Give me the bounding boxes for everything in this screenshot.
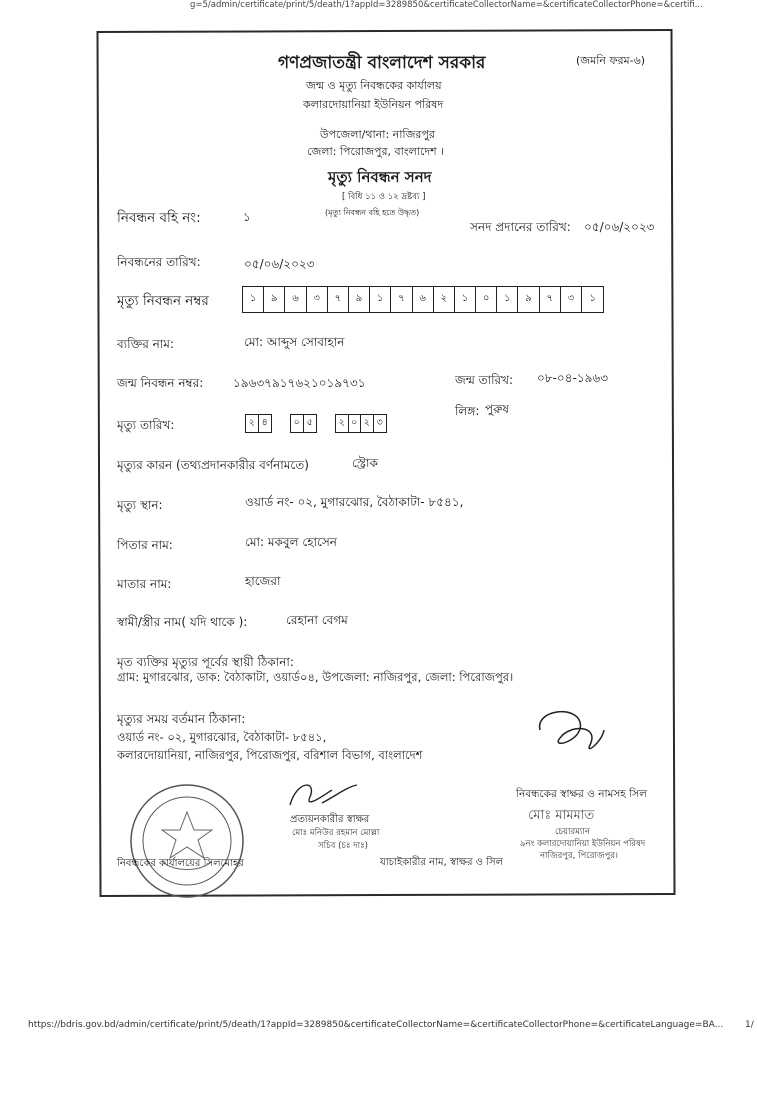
registrar-stamp-union: ৯নং কলারদোয়ানিয়া ইউনিয়ন পরিষদ [520,839,646,849]
spouse-label: স্বামী/স্ত্রীর নাম( যদি থাকে ): [117,615,248,629]
reg-no-digit: ৩ [561,287,582,312]
death-date-digit: ২ [336,415,349,432]
death-date-day-box [245,414,272,433]
cause-label: মৃত্যুর কারন (তথ্যপ্রদানকারীর বর্ণনামতে) [117,458,309,472]
curr-addr-line1: ওয়ার্ড নং- ০২, মুগারঝোর, বৈঠাকাটা- ৮৫৪১, [117,730,327,744]
mother-label: মাতার নাম: [117,577,172,591]
reg-no-digit: ৯ [349,287,370,312]
issue-date-value: ০৫/০৬/২০২৩ [584,220,655,234]
death-date-label: মৃত্যু তারিখ: [117,418,175,432]
form-number: (জমনি ফরম-৬) [576,54,646,67]
perm-addr-value: গ্রাম: মুগারঝোর, ডাক: বৈঠাকাটা, ওয়ার্ড০৪, উপজেলা: নাজিরপুর, জেলা: পিরোজপুর। [117,670,514,684]
union-name: কলারদোয়ানিয়া ইউনিয়ন পরিষদ [303,98,444,111]
reg-date-value: ০৫/০৬/২০২৩ [244,257,315,271]
mother-value: হাজেরা [245,574,281,588]
verifier-label: যাচাইকারীর নাম, স্বাক্ষর ও সিল [380,857,504,868]
registrar-seal-label: নিবন্ধকের স্বাক্ষর ও নামসহ সিল [516,788,647,800]
reg-no-digit: ৯ [264,287,285,312]
sex-label: লিঙ্গ: [455,404,480,418]
reg-no-digit: ৭ [391,287,412,312]
reg-no-digit: ৭ [328,287,349,312]
cause-value: স্ট্রোক [352,456,378,470]
death-date-digit: ০ [349,415,362,432]
death-date-digit: ২ [361,415,374,432]
reg-no-digit: ৬ [413,287,434,312]
death-date-digit: ০ [291,415,304,432]
district-name: জেলা: পিরোজপুর, বাংলাদেশ । [307,145,445,158]
certificate-title: মৃত্যু নিবন্ধন সনদ [328,168,432,186]
reg-date-label: নিবন্ধনের তারিখ: [117,255,201,269]
book-no-label: নিবন্ধন বহি নং: [117,210,201,226]
office-seal-label: নিবন্ধকের কার্যালয়ের সিলমোহর [117,858,244,869]
reg-no-digit: ৬ [285,287,306,312]
reg-no-digit: ১ [243,287,264,312]
ledger-note: (মৃত্যু নিবন্ধন বহি হতে উদ্ধৃত) [325,208,420,217]
birth-reg-value: ১৯৬৩৭৯১৭৬২১০১৯৭৩১ [233,376,366,390]
registrar-stamp-place: নাজিরপুর, পিরোজপুর। [540,851,618,861]
sex-value: পুরুষ [485,402,509,416]
reg-no-digit: ৭ [540,287,561,312]
browser-url-bottom: https://bdris.gov.bd/admin/certificate/print/5/death/1?appId=3289850&certificateCollectorName=&certificateCollectorPhone=&certificateLanguage=BA... [28,1020,724,1030]
registrar-signature [530,700,610,760]
place-label: মৃত্যু স্থান: [117,498,163,512]
death-date-digit: ৫ [306,417,313,428]
death-date-year-box [335,414,387,433]
reg-no-digit: ৩ [307,287,328,312]
name-label: ব্যক্তির নাম: [117,337,175,351]
name-value: মো: আব্দুস সোবাহান [244,335,345,349]
dob-value: ০৮-০৪-১৯৬৩ [537,371,609,385]
registrar-stamp-title: চেয়ারম্যান [555,827,590,837]
certifier-signature [282,775,362,815]
book-no-value: ১ [243,210,251,224]
reg-no-digit: ১ [589,293,596,304]
spouse-value: রেহানা বেগম [286,613,348,627]
page-number: 1/ [745,1020,754,1030]
reg-no-digit: ৯ [518,287,539,312]
reg-no-digit: ১ [497,287,518,312]
upazila-name: উপজেলা/থানা: নাজিরপুর [320,128,435,141]
certifier-post-stamp: সচিব (চঃ দাঃ) [318,841,368,851]
government-title: গণপ্রজাতন্ত্রী বাংলাদেশ সরকার [278,53,486,73]
dob-label: জন্ম তারিখ: [455,373,514,387]
death-date-digit: ৩ [376,417,383,428]
office-round-seal [128,782,246,900]
registrar-name-stamp: মোঃ মামমাত [528,808,595,823]
place-value: ওয়ার্ড নং- ০২, মুগারঝোর, বৈঠাকাটা- ৮৫৪১, [245,495,464,509]
curr-addr-label: মৃত্যুর সময় বর্তমান ঠিকানা: [117,712,246,726]
issue-date-label: সনদ প্রদানের তারিখ: [470,220,571,234]
reg-no-digit: ২ [434,287,455,312]
death-date-digit: ৪ [261,417,268,428]
reg-no-digit: ০ [476,287,497,312]
perm-addr-label: মৃত ব্যক্তির মৃত্যুর পূর্বের স্থায়ী ঠিকানা: [117,655,294,669]
reg-no-digit: ১ [370,287,391,312]
curr-addr-line2: কলারদোয়ানিয়া, নাজিরপুর, পিরোজপুর, বরিশাল বিভাগ, বাংলাদেশ [117,748,423,762]
rule-reference: [ বিধি ১১ ও ১২ দ্রষ্টব্য ] [342,192,426,202]
reg-no-label: মৃত্যু নিবন্ধন নম্বর [117,293,209,309]
death-date-digit: ২ [246,415,259,432]
father-label: পিতার নাম: [117,538,173,552]
certifier-name-stamp: মোঃ মনিউর রহমান মোল্লা [292,828,380,838]
death-date-month-box [290,414,317,433]
office-name: জন্ম ও মৃত্যু নিবন্ধকের কার্যালয় [306,79,442,92]
birth-reg-label: জন্ম নিবন্ধন নম্বর: [117,376,204,390]
certifier-label: প্রত্যয়নকারীর স্বাক্ষর [290,814,370,825]
reg-no-grid [242,286,604,313]
father-value: মো: মকবুল হোসেন [245,535,337,549]
reg-no-digit: ১ [455,287,476,312]
browser-url-top: g=5/admin/certificate/print/5/death/1?appId=3289850&certificateCollectorName=&certificateCollectorPhone=&certifi... [190,0,703,10]
